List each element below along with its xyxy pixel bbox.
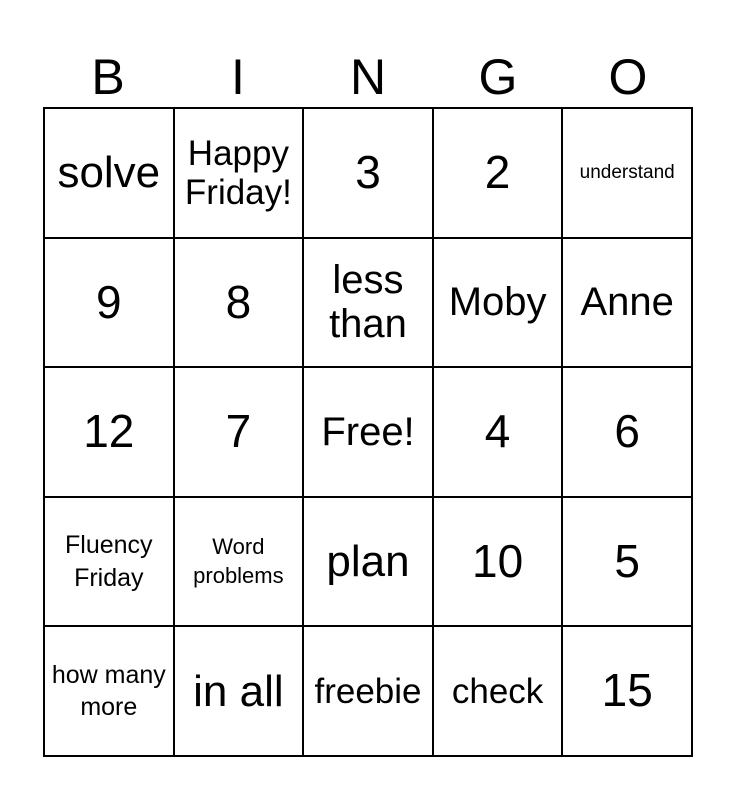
bingo-cell-text: 12 — [83, 405, 135, 458]
bingo-cell-text: 3 — [355, 146, 381, 199]
bingo-cell-r3-c1[interactable] — [44, 367, 174, 497]
bingo-cell-text: 9 — [96, 275, 122, 328]
bingo-cell-text: 6 — [614, 405, 640, 458]
bingo-cell-r2-c1[interactable] — [44, 238, 174, 368]
bingo-cell-text: less than — [329, 257, 407, 347]
bingo-cell-text: Anne — [580, 279, 674, 324]
bingo-cell-r1-c1[interactable] — [44, 108, 174, 238]
bingo-board — [43, 107, 693, 757]
bingo-cell-text: check — [451, 671, 544, 711]
bingo-cell-text: 7 — [225, 405, 252, 458]
bingo-cell-r5-c5[interactable] — [562, 626, 692, 756]
bingo-cell-text: freebie — [314, 671, 422, 711]
bingo-cell-text: Free! — [321, 409, 415, 454]
bingo-cell-r5-c3[interactable] — [303, 626, 433, 756]
bingo-cell-r1-c2[interactable] — [174, 108, 304, 238]
bingo-cell-text: 15 — [601, 664, 653, 717]
bingo-cell-r3-c5[interactable] — [562, 367, 692, 497]
bingo-cell-text: Happy Friday! — [184, 133, 292, 212]
header-letter-i: I — [231, 49, 245, 105]
bingo-cell-r4-c1[interactable] — [44, 497, 174, 627]
bingo-cell-text: Fluency Friday — [65, 531, 153, 592]
bingo-cell-r4-c5[interactable] — [562, 497, 692, 627]
bingo-cell-text: 10 — [472, 534, 524, 587]
header-letter-g: G — [478, 49, 518, 105]
bingo-cell-r2-c5[interactable] — [562, 238, 692, 368]
bingo-cell-text: Moby — [448, 279, 547, 324]
bingo-cell-r4-c3[interactable] — [303, 497, 433, 627]
bingo-header — [43, 48, 693, 106]
bingo-cell-text: in all — [193, 666, 284, 716]
bingo-cell-text: Word problems — [193, 534, 284, 588]
bingo-cell-r1-c5[interactable] — [562, 108, 692, 238]
header-letter-o: O — [608, 49, 648, 105]
bingo-cell-r2-c3[interactable] — [303, 238, 433, 368]
bingo-cell-r1-c3[interactable] — [303, 108, 433, 238]
bingo-cell-r4-c2[interactable] — [174, 497, 304, 627]
bingo-cell-r5-c2[interactable] — [174, 626, 304, 756]
bingo-cell-text: plan — [326, 536, 410, 586]
bingo-cell-text: 4 — [484, 405, 511, 458]
bingo-cell-r5-c1[interactable] — [44, 626, 174, 756]
bingo-cell-r3-c3[interactable] — [303, 367, 433, 497]
bingo-cell-r2-c4[interactable] — [433, 238, 563, 368]
header-letter-b: B — [91, 49, 125, 105]
bingo-cell-r3-c2[interactable] — [174, 367, 304, 497]
bingo-cell-text: solve — [57, 148, 161, 198]
header-letter-n: N — [349, 49, 387, 105]
bingo-cell-r3-c4[interactable] — [433, 367, 563, 497]
bingo-cell-text: 8 — [225, 275, 252, 328]
bingo-cell-text: 2 — [484, 146, 511, 199]
bingo-cell-text: 5 — [614, 534, 640, 587]
bingo-cell-r4-c4[interactable] — [433, 497, 563, 627]
bingo-cell-text: how many more — [51, 660, 166, 722]
bingo-cell-text: understand — [579, 162, 675, 184]
bingo-cell-r2-c2[interactable] — [174, 238, 304, 368]
bingo-cell-r1-c4[interactable] — [433, 108, 563, 238]
bingo-cell-r5-c4[interactable] — [433, 626, 563, 756]
